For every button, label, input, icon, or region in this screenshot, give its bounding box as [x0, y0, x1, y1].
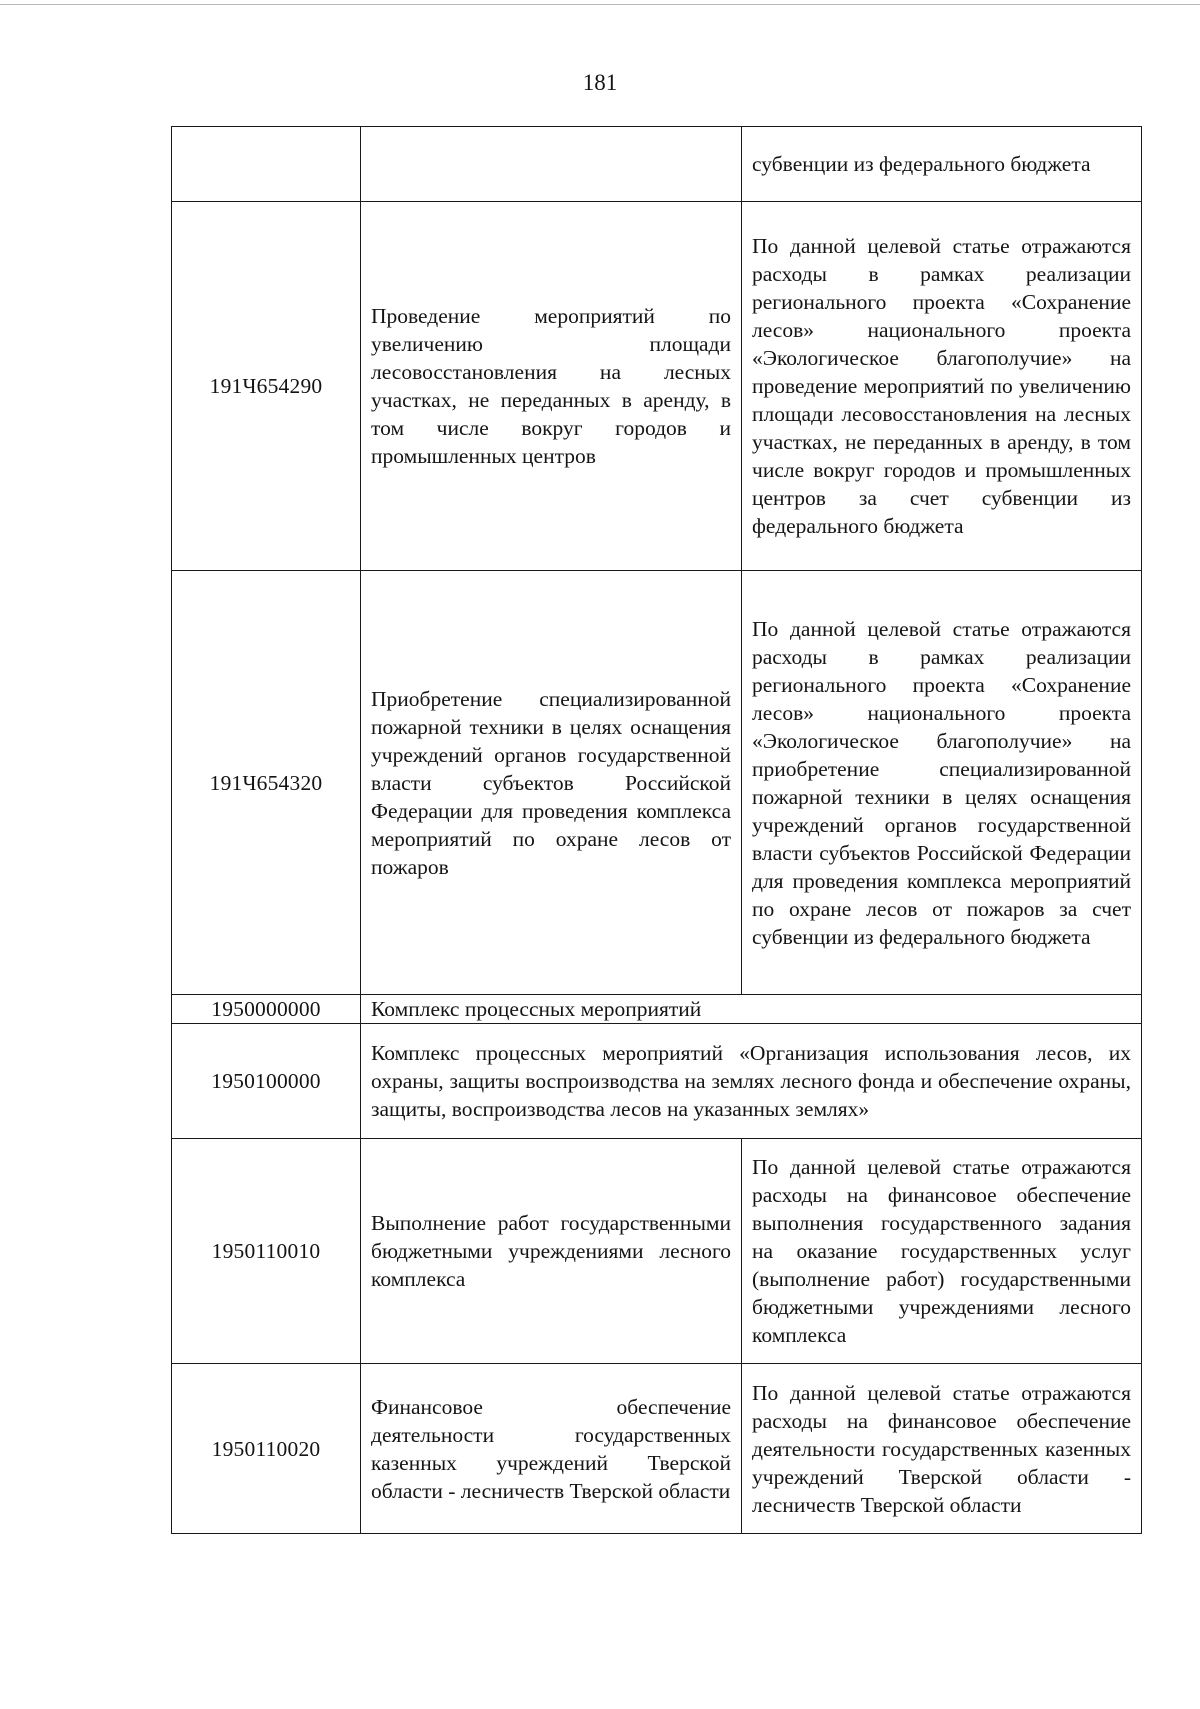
- table-row: [172, 1139, 1142, 1364]
- target-article-name: Проведение мероприятий по увеличению площади лесовосстановления на лесных участках, не переданных в аренду, в том числе вокруг городов и промышленных центров: [361, 202, 742, 571]
- scan-edge-line: [0, 4, 1200, 5]
- table-row: [172, 1024, 1142, 1139]
- target-article-description: По данной целевой статье отражаются расходы в рамках реализации регионального проекта «Сохранение лесов» национального проекта «Экологическое благополучие» на проведение мероприятий по увеличению площади лесовосстановления на лесных участках, не переданных в аренду, в том числе вокруг городов и промышленных центров за счет субвенции из федерального бюджета: [742, 202, 1142, 571]
- target-article-name: Финансовое обеспечение деятельности государственных казенных учреждений Тверской области - лесничеств Тверской области: [361, 1364, 742, 1534]
- table-row: [172, 1364, 1142, 1534]
- target-article-name: Выполнение работ государственными бюджетными учреждениями лесного комплекса: [361, 1139, 742, 1364]
- page-number: 181: [582, 70, 618, 95]
- table-row: [172, 995, 1142, 1024]
- target-article-name: Комплекс процессных мероприятий: [361, 995, 1142, 1024]
- target-article-description: По данной целевой статье отражаются расходы на финансовое обеспечение деятельности государственных казенных учреждений Тверской области - лесничеств Тверской области: [742, 1364, 1142, 1534]
- table-row: [172, 202, 1142, 571]
- target-article-description: По данной целевой статье отражаются расходы на финансовое обеспечение выполнения государственного задания на оказание государственных услуг (выполнение работ) государственными бюджетными учреждениями лесного комплекса: [742, 1139, 1142, 1364]
- target-article-code: 1950110010: [172, 1139, 361, 1364]
- target-article-code: 191Ч654320: [172, 571, 361, 995]
- target-article-name: Комплекс процессных мероприятий «Организация использования лесов, их охраны, защиты воспроизводства на землях лесного фонда и обеспечение охраны, защиты, воспроизводства лесов на указанных землях»: [361, 1024, 1142, 1139]
- target-article-description: субвенции из федерального бюджета: [742, 127, 1142, 202]
- target-article-code: 191Ч654290: [172, 202, 361, 571]
- target-article-code: 1950110020: [172, 1364, 361, 1534]
- target-article-code: [172, 127, 361, 202]
- target-article-code: 1950100000: [172, 1024, 361, 1139]
- table-row: [172, 571, 1142, 995]
- target-article-code: 1950000000: [172, 995, 361, 1024]
- table-row: [172, 127, 1142, 202]
- target-article-name: [361, 127, 742, 202]
- target-article-name: Приобретение специализированной пожарной техники в целях оснащения учреждений органов государственной власти субъектов Российской Федерации для проведения комплекса мероприятий по охране лесов от пожаров: [361, 571, 742, 995]
- budget-classification-table: [171, 126, 1142, 1534]
- target-article-description: По данной целевой статье отражаются расходы в рамках реализации регионального проекта «Сохранение лесов» национального проекта «Экологическое благополучие» на приобретение специализированной пожарной техники в целях оснащения учреждений органов государственной власти субъектов Российской Федерации для проведения комплекса мероприятий по охране лесов от пожаров за счет субвенции из федерального бюджета: [742, 571, 1142, 995]
